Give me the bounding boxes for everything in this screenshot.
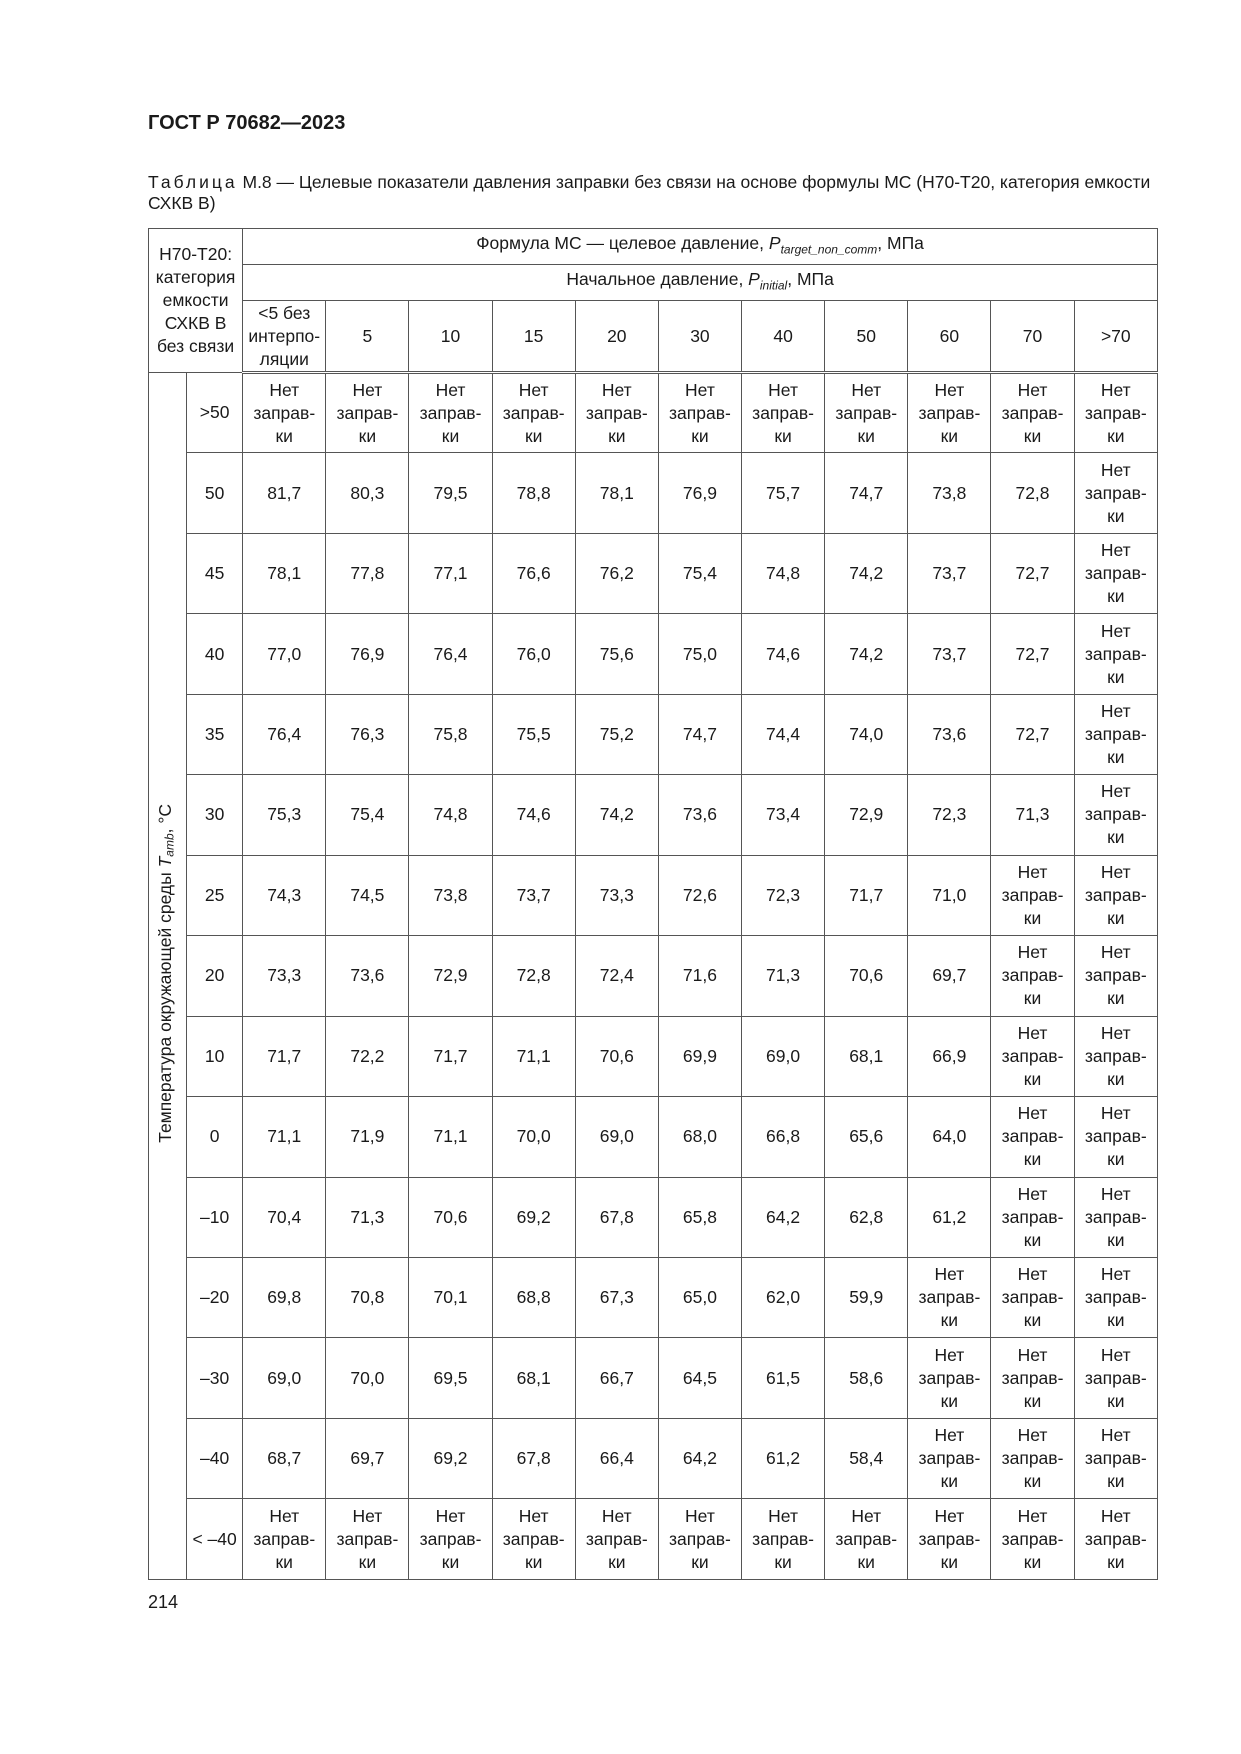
value-cell: Нет заправ-ки: [908, 373, 991, 453]
value-cell: Нет заправ-ки: [243, 373, 326, 453]
value-cell: Нет заправ-ки: [575, 1499, 658, 1580]
value-cell: 75,3: [243, 775, 326, 855]
page-number: 214: [148, 1592, 179, 1612]
table-row: [149, 855, 1158, 935]
value-cell: 75,7: [742, 453, 825, 533]
value-cell: 71,1: [492, 1016, 575, 1096]
value-cell: 66,4: [575, 1418, 658, 1498]
value-cell: Нет заправ-ки: [1074, 1257, 1157, 1337]
value-cell: Нет заправ-ки: [1074, 1418, 1157, 1498]
value-cell: Нет заправ-ки: [991, 1097, 1074, 1177]
value-cell: 75,8: [409, 694, 492, 774]
value-cell: 73,4: [742, 775, 825, 855]
value-cell: 74,3: [243, 855, 326, 935]
value-cell: 72,8: [991, 453, 1074, 533]
value-cell: 67,3: [575, 1257, 658, 1337]
value-cell: 74,6: [742, 614, 825, 694]
value-cell: Нет заправ-ки: [908, 1257, 991, 1337]
value-cell: 58,4: [825, 1418, 908, 1498]
value-cell: Нет заправ-ки: [492, 1499, 575, 1580]
value-cell: Нет заправ-ки: [1074, 936, 1157, 1016]
value-cell: Нет заправ-ки: [658, 373, 741, 453]
value-cell: 65,8: [658, 1177, 741, 1257]
value-cell: Нет заправ-ки: [1074, 775, 1157, 855]
column-header: 60: [908, 301, 991, 373]
value-cell: 76,9: [326, 614, 409, 694]
value-cell: 69,9: [658, 1016, 741, 1096]
value-cell: Нет заправ-ки: [908, 1418, 991, 1498]
value-cell: 79,5: [409, 453, 492, 533]
value-cell: 68,1: [492, 1338, 575, 1418]
value-cell: 70,4: [243, 1177, 326, 1257]
value-cell: Нет заправ-ки: [991, 1016, 1074, 1096]
value-cell: 66,8: [742, 1097, 825, 1177]
value-cell: 76,4: [409, 614, 492, 694]
value-cell: Нет заправ-ки: [1074, 855, 1157, 935]
formula-header: Формула МС — целевое давление, $P_{target\_non\_comm}$, МПа: [243, 229, 1158, 265]
value-cell: 69,7: [908, 936, 991, 1016]
value-cell: Нет заправ-ки: [1074, 533, 1157, 613]
column-header: 40: [742, 301, 825, 373]
value-cell: 68,1: [825, 1016, 908, 1096]
value-cell: 71,7: [825, 855, 908, 935]
table-row: [149, 453, 1158, 533]
value-cell: Нет заправ-ки: [658, 1499, 741, 1580]
table-row: [149, 1097, 1158, 1177]
value-cell: 75,6: [575, 614, 658, 694]
value-cell: Нет заправ-ки: [825, 373, 908, 453]
value-cell: 76,6: [492, 533, 575, 613]
value-cell: 59,9: [825, 1257, 908, 1337]
value-cell: 71,6: [658, 936, 741, 1016]
value-cell: 71,3: [991, 775, 1074, 855]
corner-header: Н70-Т20: категория емкости СХКВ В без связи: [149, 229, 243, 373]
value-cell: 72,6: [658, 855, 741, 935]
value-cell: 69,7: [326, 1418, 409, 1498]
value-cell: 75,5: [492, 694, 575, 774]
table-row: [149, 936, 1158, 1016]
value-cell: 58,6: [825, 1338, 908, 1418]
value-cell: 74,0: [825, 694, 908, 774]
value-cell: 78,1: [243, 533, 326, 613]
value-cell: 73,3: [575, 855, 658, 935]
value-cell: 61,5: [742, 1338, 825, 1418]
temperature-cell: 50: [187, 453, 243, 533]
caption-label: Таблица: [148, 172, 238, 192]
value-cell: Нет заправ-ки: [1074, 453, 1157, 533]
value-cell: 65,6: [825, 1097, 908, 1177]
column-header: 30: [658, 301, 741, 373]
table-caption: [148, 172, 1158, 214]
value-cell: Нет заправ-ки: [908, 1338, 991, 1418]
value-cell: 65,0: [658, 1257, 741, 1337]
value-cell: 71,7: [409, 1016, 492, 1096]
row-axis-label: Температура окружающей среды $T_{amb}$, °C: [149, 373, 187, 1580]
value-cell: 70,0: [492, 1097, 575, 1177]
value-cell: 74,2: [575, 775, 658, 855]
value-cell: 72,8: [492, 936, 575, 1016]
temperature-cell: 10: [187, 1016, 243, 1096]
value-cell: Нет заправ-ки: [991, 1338, 1074, 1418]
column-header: >70: [1074, 301, 1157, 373]
caption-text: М.8 — Целевые показатели давления заправки без связи на основе формулы МС (Н70-Т20, категория емкости СХКВ В): [148, 172, 1151, 213]
value-cell: Нет заправ-ки: [1074, 1016, 1157, 1096]
value-cell: 72,9: [825, 775, 908, 855]
value-cell: 74,2: [825, 614, 908, 694]
temperature-cell: –10: [187, 1177, 243, 1257]
value-cell: 74,8: [409, 775, 492, 855]
value-cell: 73,3: [243, 936, 326, 1016]
value-cell: 74,4: [742, 694, 825, 774]
temperature-cell: 0: [187, 1097, 243, 1177]
column-header: 5: [326, 301, 409, 373]
value-cell: Нет заправ-ки: [1074, 694, 1157, 774]
value-cell: 69,0: [243, 1338, 326, 1418]
column-header: <5 без интерпо-ляции: [243, 301, 326, 373]
value-cell: 73,7: [908, 533, 991, 613]
value-cell: 81,7: [243, 453, 326, 533]
value-cell: Нет заправ-ки: [575, 373, 658, 453]
column-header: 20: [575, 301, 658, 373]
value-cell: 73,8: [908, 453, 991, 533]
table-row: [149, 775, 1158, 855]
value-cell: 70,6: [825, 936, 908, 1016]
value-cell: 73,8: [409, 855, 492, 935]
value-cell: 76,0: [492, 614, 575, 694]
value-cell: 64,2: [658, 1418, 741, 1498]
value-cell: 61,2: [742, 1418, 825, 1498]
value-cell: 72,2: [326, 1016, 409, 1096]
value-cell: Нет заправ-ки: [1074, 614, 1157, 694]
temperature-cell: >50: [187, 373, 243, 453]
value-cell: Нет заправ-ки: [742, 373, 825, 453]
value-cell: 70,1: [409, 1257, 492, 1337]
value-cell: Нет заправ-ки: [326, 373, 409, 453]
table-row: [149, 1418, 1158, 1498]
value-cell: Нет заправ-ки: [908, 1499, 991, 1580]
value-cell: Нет заправ-ки: [1074, 1097, 1157, 1177]
value-cell: 72,7: [991, 533, 1074, 613]
value-cell: 71,3: [742, 936, 825, 1016]
value-cell: 73,6: [326, 936, 409, 1016]
value-cell: 71,3: [326, 1177, 409, 1257]
value-cell: 68,7: [243, 1418, 326, 1498]
value-cell: 77,8: [326, 533, 409, 613]
table-row: [149, 1257, 1158, 1337]
value-cell: Нет заправ-ки: [991, 1257, 1074, 1337]
value-cell: 69,2: [409, 1418, 492, 1498]
value-cell: 75,4: [658, 533, 741, 613]
value-cell: 71,1: [243, 1097, 326, 1177]
value-cell: Нет заправ-ки: [1074, 1177, 1157, 1257]
table-row: [149, 373, 1158, 453]
value-cell: 74,6: [492, 775, 575, 855]
value-cell: 72,3: [908, 775, 991, 855]
value-cell: 72,3: [742, 855, 825, 935]
value-cell: 73,6: [658, 775, 741, 855]
column-header: 15: [492, 301, 575, 373]
value-cell: 73,7: [492, 855, 575, 935]
value-cell: 72,7: [991, 694, 1074, 774]
value-cell: 70,6: [575, 1016, 658, 1096]
temperature-cell: 40: [187, 614, 243, 694]
temperature-cell: 25: [187, 855, 243, 935]
value-cell: 72,7: [991, 614, 1074, 694]
value-cell: 71,0: [908, 855, 991, 935]
value-cell: 77,1: [409, 533, 492, 613]
temperature-cell: 30: [187, 775, 243, 855]
value-cell: 72,9: [409, 936, 492, 1016]
value-cell: 74,8: [742, 533, 825, 613]
table-row: [149, 533, 1158, 613]
value-cell: 64,0: [908, 1097, 991, 1177]
value-cell: 74,7: [658, 694, 741, 774]
value-cell: Нет заправ-ки: [409, 373, 492, 453]
value-cell: 66,9: [908, 1016, 991, 1096]
value-cell: 77,0: [243, 614, 326, 694]
table-row: [149, 1499, 1158, 1580]
temperature-cell: –30: [187, 1338, 243, 1418]
value-cell: Нет заправ-ки: [991, 936, 1074, 1016]
temperature-cell: 35: [187, 694, 243, 774]
value-cell: 74,2: [825, 533, 908, 613]
value-cell: 78,1: [575, 453, 658, 533]
value-cell: 75,0: [658, 614, 741, 694]
table-row: [149, 614, 1158, 694]
value-cell: 68,8: [492, 1257, 575, 1337]
value-cell: 62,0: [742, 1257, 825, 1337]
value-cell: 76,2: [575, 533, 658, 613]
column-header: 70: [991, 301, 1074, 373]
value-cell: Нет заправ-ки: [825, 1499, 908, 1580]
column-header: 10: [409, 301, 492, 373]
value-cell: Нет заправ-ки: [1074, 1338, 1157, 1418]
table-row: [149, 1338, 1158, 1418]
value-cell: 69,2: [492, 1177, 575, 1257]
value-cell: 69,8: [243, 1257, 326, 1337]
value-cell: Нет заправ-ки: [492, 373, 575, 453]
value-cell: Нет заправ-ки: [991, 855, 1074, 935]
document-code: ГОСТ Р 70682—2023: [148, 112, 346, 134]
value-cell: 76,3: [326, 694, 409, 774]
value-cell: Нет заправ-ки: [409, 1499, 492, 1580]
value-cell: 78,8: [492, 453, 575, 533]
temperature-cell: –20: [187, 1257, 243, 1337]
value-cell: 76,4: [243, 694, 326, 774]
value-cell: Нет заправ-ки: [991, 1418, 1074, 1498]
value-cell: Нет заправ-ки: [1074, 373, 1157, 453]
value-cell: 69,5: [409, 1338, 492, 1418]
pressure-table: [148, 228, 1158, 1580]
value-cell: 71,7: [243, 1016, 326, 1096]
value-cell: Нет заправ-ки: [991, 1499, 1074, 1580]
value-cell: 69,0: [575, 1097, 658, 1177]
value-cell: 74,7: [825, 453, 908, 533]
value-cell: 70,0: [326, 1338, 409, 1418]
table-row: [149, 694, 1158, 774]
table-row: [149, 1177, 1158, 1257]
value-cell: Нет заправ-ки: [326, 1499, 409, 1580]
value-cell: Нет заправ-ки: [1074, 1499, 1157, 1580]
value-cell: 67,8: [575, 1177, 658, 1257]
value-cell: 68,0: [658, 1097, 741, 1177]
value-cell: 67,8: [492, 1418, 575, 1498]
value-cell: 72,4: [575, 936, 658, 1016]
value-cell: Нет заправ-ки: [991, 373, 1074, 453]
value-cell: 69,0: [742, 1016, 825, 1096]
temperature-cell: < –40: [187, 1499, 243, 1580]
value-cell: 66,7: [575, 1338, 658, 1418]
value-cell: 70,6: [409, 1177, 492, 1257]
temperature-cell: 45: [187, 533, 243, 613]
value-cell: Нет заправ-ки: [742, 1499, 825, 1580]
value-cell: 61,2: [908, 1177, 991, 1257]
value-cell: 76,9: [658, 453, 741, 533]
value-cell: 70,8: [326, 1257, 409, 1337]
value-cell: 80,3: [326, 453, 409, 533]
temperature-cell: 20: [187, 936, 243, 1016]
value-cell: Нет заправ-ки: [991, 1177, 1074, 1257]
value-cell: 64,5: [658, 1338, 741, 1418]
initial-pressure-header: Начальное давление, $P_{initial}$, МПа: [243, 265, 1158, 301]
value-cell: 64,2: [742, 1177, 825, 1257]
table-row: [149, 1016, 1158, 1096]
value-cell: 62,8: [825, 1177, 908, 1257]
value-cell: 75,2: [575, 694, 658, 774]
value-cell: 75,4: [326, 775, 409, 855]
column-header: 50: [825, 301, 908, 373]
value-cell: 73,6: [908, 694, 991, 774]
value-cell: 73,7: [908, 614, 991, 694]
value-cell: 71,1: [409, 1097, 492, 1177]
value-cell: 71,9: [326, 1097, 409, 1177]
value-cell: 74,5: [326, 855, 409, 935]
temperature-cell: –40: [187, 1418, 243, 1498]
value-cell: Нет заправ-ки: [243, 1499, 326, 1580]
